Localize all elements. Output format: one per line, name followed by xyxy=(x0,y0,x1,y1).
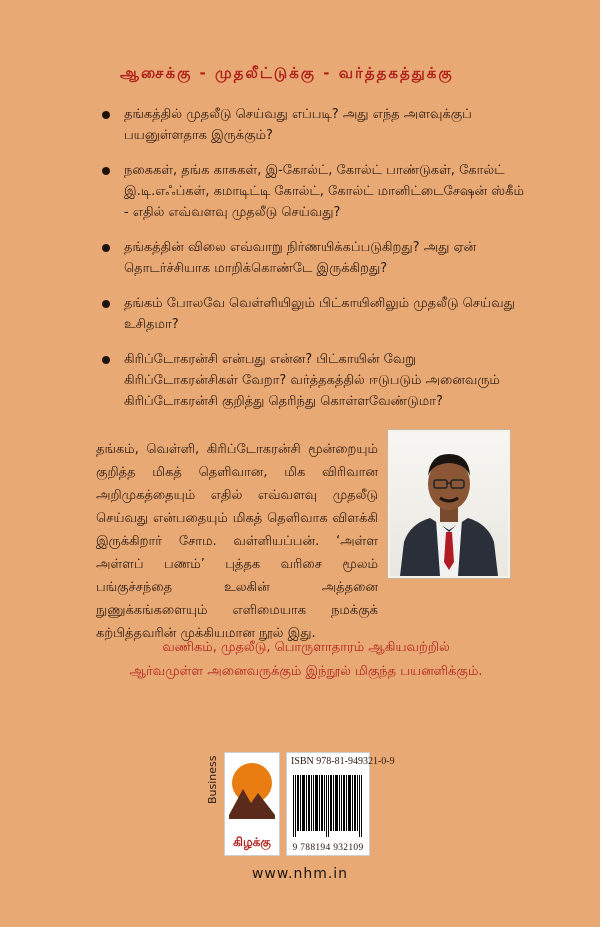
bullet-dot-icon xyxy=(102,244,110,252)
closing-line-2: ஆர்வமுள்ள அனைவருக்கும் இந்நூல் மிகுந்த பயனளிக்கும். xyxy=(129,664,483,679)
publisher-logo xyxy=(224,752,280,856)
bullet-dot-icon xyxy=(102,167,110,175)
publisher-name: கிழக்கு xyxy=(233,835,271,849)
bullet-item xyxy=(100,349,530,412)
category-label: Business xyxy=(206,755,219,804)
headline: ஆசைக்கு - முதலீட்டுக்கு - வர்த்தகத்துக்கு xyxy=(120,64,454,82)
bullet-item xyxy=(100,237,530,279)
author-portrait-icon xyxy=(390,432,508,576)
description-paragraph: தங்கம், வெள்ளி, கிரிப்டோகரன்சி மூன்றையும் குறித்த மிகத் தெளிவான, மிக விரிவான அறிமுகத்தையும் எதில் எவ்வளவு முதலீடு செய்வது என்பதையும் மிகத் தெளிவாக விளக்கி இருக்கிறார் சோம. வள்ளியப்பன். ‘அள்ள அள்ளப் பணம்’ புத்தக வரிசை மூலம் பங்குச்சந்தை உலகின் அத்தனை நுணுக்கங்களையும் எளிமையாக நமக்குக் கற்பித்தவரின் முக்கியமான நூல் இது. xyxy=(96,442,378,641)
isbn-barcode-box xyxy=(286,752,395,856)
bullet-item xyxy=(100,104,530,146)
bullet-dot-icon xyxy=(102,300,110,308)
author-description xyxy=(96,438,378,645)
bullet-text: தங்கம் போலவே வெள்ளியிலும் பிட்காயினிலும் முதலீடு செய்வது உசிதமா? xyxy=(124,296,515,332)
closing-line-1: வணிகம், முதலீடு, பொருளாதாரம் ஆகியவற்றில் xyxy=(162,640,450,655)
website-link[interactable]: www.nhm.in xyxy=(251,866,349,882)
bullet-dot-icon xyxy=(102,111,110,119)
barcode-icon xyxy=(293,775,363,837)
publisher-sunrise-icon xyxy=(225,753,279,833)
bullet-text: கிரிப்டோகரன்சி என்பது என்ன? பிட்காயின் வேறு கிரிப்டோகரன்சிகள் வேறா? வர்த்தகத்தில் ஈடுபடும் அனைவரும் கிரிப்டோகரன்சி குறித்து தெரிந்து கொள்ளவேண்டுமா? xyxy=(124,352,500,409)
barcode-digits: 9 788194 932109 xyxy=(292,843,364,853)
bullet-item xyxy=(100,160,530,223)
bullet-text: தங்கத்தின் விலை எவ்வாறு நிர்ணயிக்கப்படுகிறது? அது ஏன் தொடர்ச்சியாக மாறிக்கொண்டே இருக்கிறது? xyxy=(124,240,477,276)
author-photo xyxy=(388,430,510,578)
bullet-text: நகைகள், தங்க காசுகள், இ-கோல்ட், கோல்ட் பாண்டுகள், கோல்ட் இ.டி.எஃப்கள், கமாடிட்டி கோல்ட், கோல்ட் மானிட்டைசேஷன் ஸ்கீம் - எதில் எவ்வளவு முதலீடு செய்வது? xyxy=(124,163,524,220)
isbn-number: ISBN 978-81-949321-0-9 xyxy=(291,756,395,767)
bullet-text: தங்கத்தில் முதலீடு செய்வது எப்படி? அது எந்த அளவுக்குப் பயனுள்ளதாக இருக்கும்? xyxy=(124,107,472,143)
bullet-list xyxy=(100,104,530,426)
bullet-item xyxy=(100,293,530,335)
bullet-dot-icon xyxy=(102,356,110,364)
closing-statement xyxy=(96,636,516,684)
